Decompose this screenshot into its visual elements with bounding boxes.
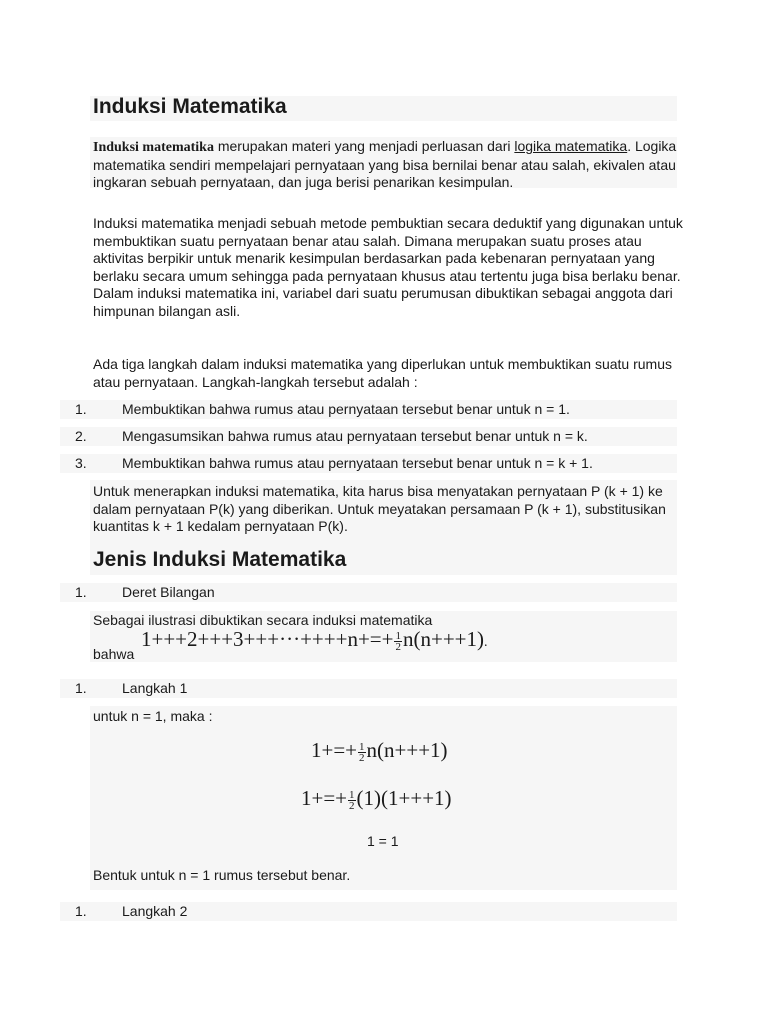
fraction-half: $\frac{1}{2}$ [349,788,355,812]
list-text: Membuktikan bahwa rumus atau pernyataan tersebut benar untuk n = k + 1. [122,455,593,471]
eq2-left: 1+=+ [301,786,348,810]
list-item [0,428,768,446]
equation-2 [301,786,452,811]
step1-conclusion: Bentuk untuk n = 1 rumus tersebut benar. [93,867,351,883]
section-heading-jenis: Jenis Induksi Matematika [93,548,347,571]
bahwa-label: bahwa [93,646,135,662]
list-number: 1. [75,584,87,600]
intro-text-2: . Logika matematika sendiri mempelajari pernyataan yang bisa bernilai benar atau salah, ekivalen atau ingkaran sebuah pernyataan, dan juga berisi penarikan kesimpulan. [93,138,677,190]
equation-result: 1 = 1 [367,833,399,849]
list-text: Mengasumsikan bahwa rumus atau pernyataan tersebut benar untuk n = k. [122,428,588,444]
eq1-right: n(n+++1) [366,738,448,762]
step1-intro: untuk n = 1, maka : [93,708,213,724]
list-number: 2. [75,428,87,444]
list-text: Langkah 2 [122,903,188,919]
page-title: Induksi Matematika [93,95,287,118]
illustration-line: Sebagai ilustrasi dibuktikan secara induksi matematika [93,612,433,628]
list-item [0,455,768,473]
paragraph-deduktif: Induksi matematika menjadi sebuah metode pembuktian secara deduktif yang digunakan untuk membuktikan suatu pernyataan benar atau salah. Dimana merupakan suatu proses atau aktivitas berpikir untuk menarik kesimpulan berdasarkan pada kebenaran pernyataan yang berlaku secara umum sehingga pada pernyataan khusus atau tertentu juga bisa berlaku benar. Dalam induksi matematika ini, variabel dari suatu perumusan dibuktikan sebagai anggota dari himpunan bilangan asli. [93,215,683,319]
list-number: 1. [75,680,87,696]
eq1-left: 1+=+ [311,738,358,762]
list-item [0,680,768,698]
sum-formula [141,627,488,652]
formula-period: . [484,635,488,650]
list-item [0,401,768,419]
list-text: Langkah 1 [122,680,188,696]
intro-paragraph [93,138,683,192]
equation-1 [311,738,448,763]
intro-text-1: merupakan materi yang menjadi perluasan dari [213,138,515,154]
intro-bold-term: Induksi matematika [93,140,214,155]
logika-matematika-link[interactable]: logika matematika [514,138,628,154]
list-item [0,584,768,602]
fraction-half: $\frac{1}{2}$ [359,740,365,764]
eq2-right: (1)(1+++1) [356,786,452,810]
list-number: 1. [75,401,87,417]
formula-left: 1+++2+++3+++···++++n+=+ [141,627,394,651]
paragraph-pk: Untuk menerapkan induksi matematika, kita harus bisa menyatakan pernyataan P (k + 1) ke dalam pernyataan P(k) yang diberikan. Untuk meyatakan persamaan P (k + 1), substitusikan kuantitas k + 1 kedalam pernyataan P(k). [93,483,666,534]
formula-right: n(n+++1) [402,627,485,651]
list-text: Deret Bilangan [122,584,215,600]
list-item [0,903,768,921]
list-text: Membuktikan bahwa rumus atau pernyataan tersebut benar untuk n = 1. [122,401,570,417]
fraction-half: $\frac{1}{2}$ [395,629,401,653]
list-number: 1. [75,903,87,919]
paragraph-three-steps: Ada tiga langkah dalam induksi matematika yang diperlukan untuk membuktikan suatu rumus atau pernyataan. Langkah-langkah tersebut adalah : [93,356,672,390]
list-number: 3. [75,455,87,471]
